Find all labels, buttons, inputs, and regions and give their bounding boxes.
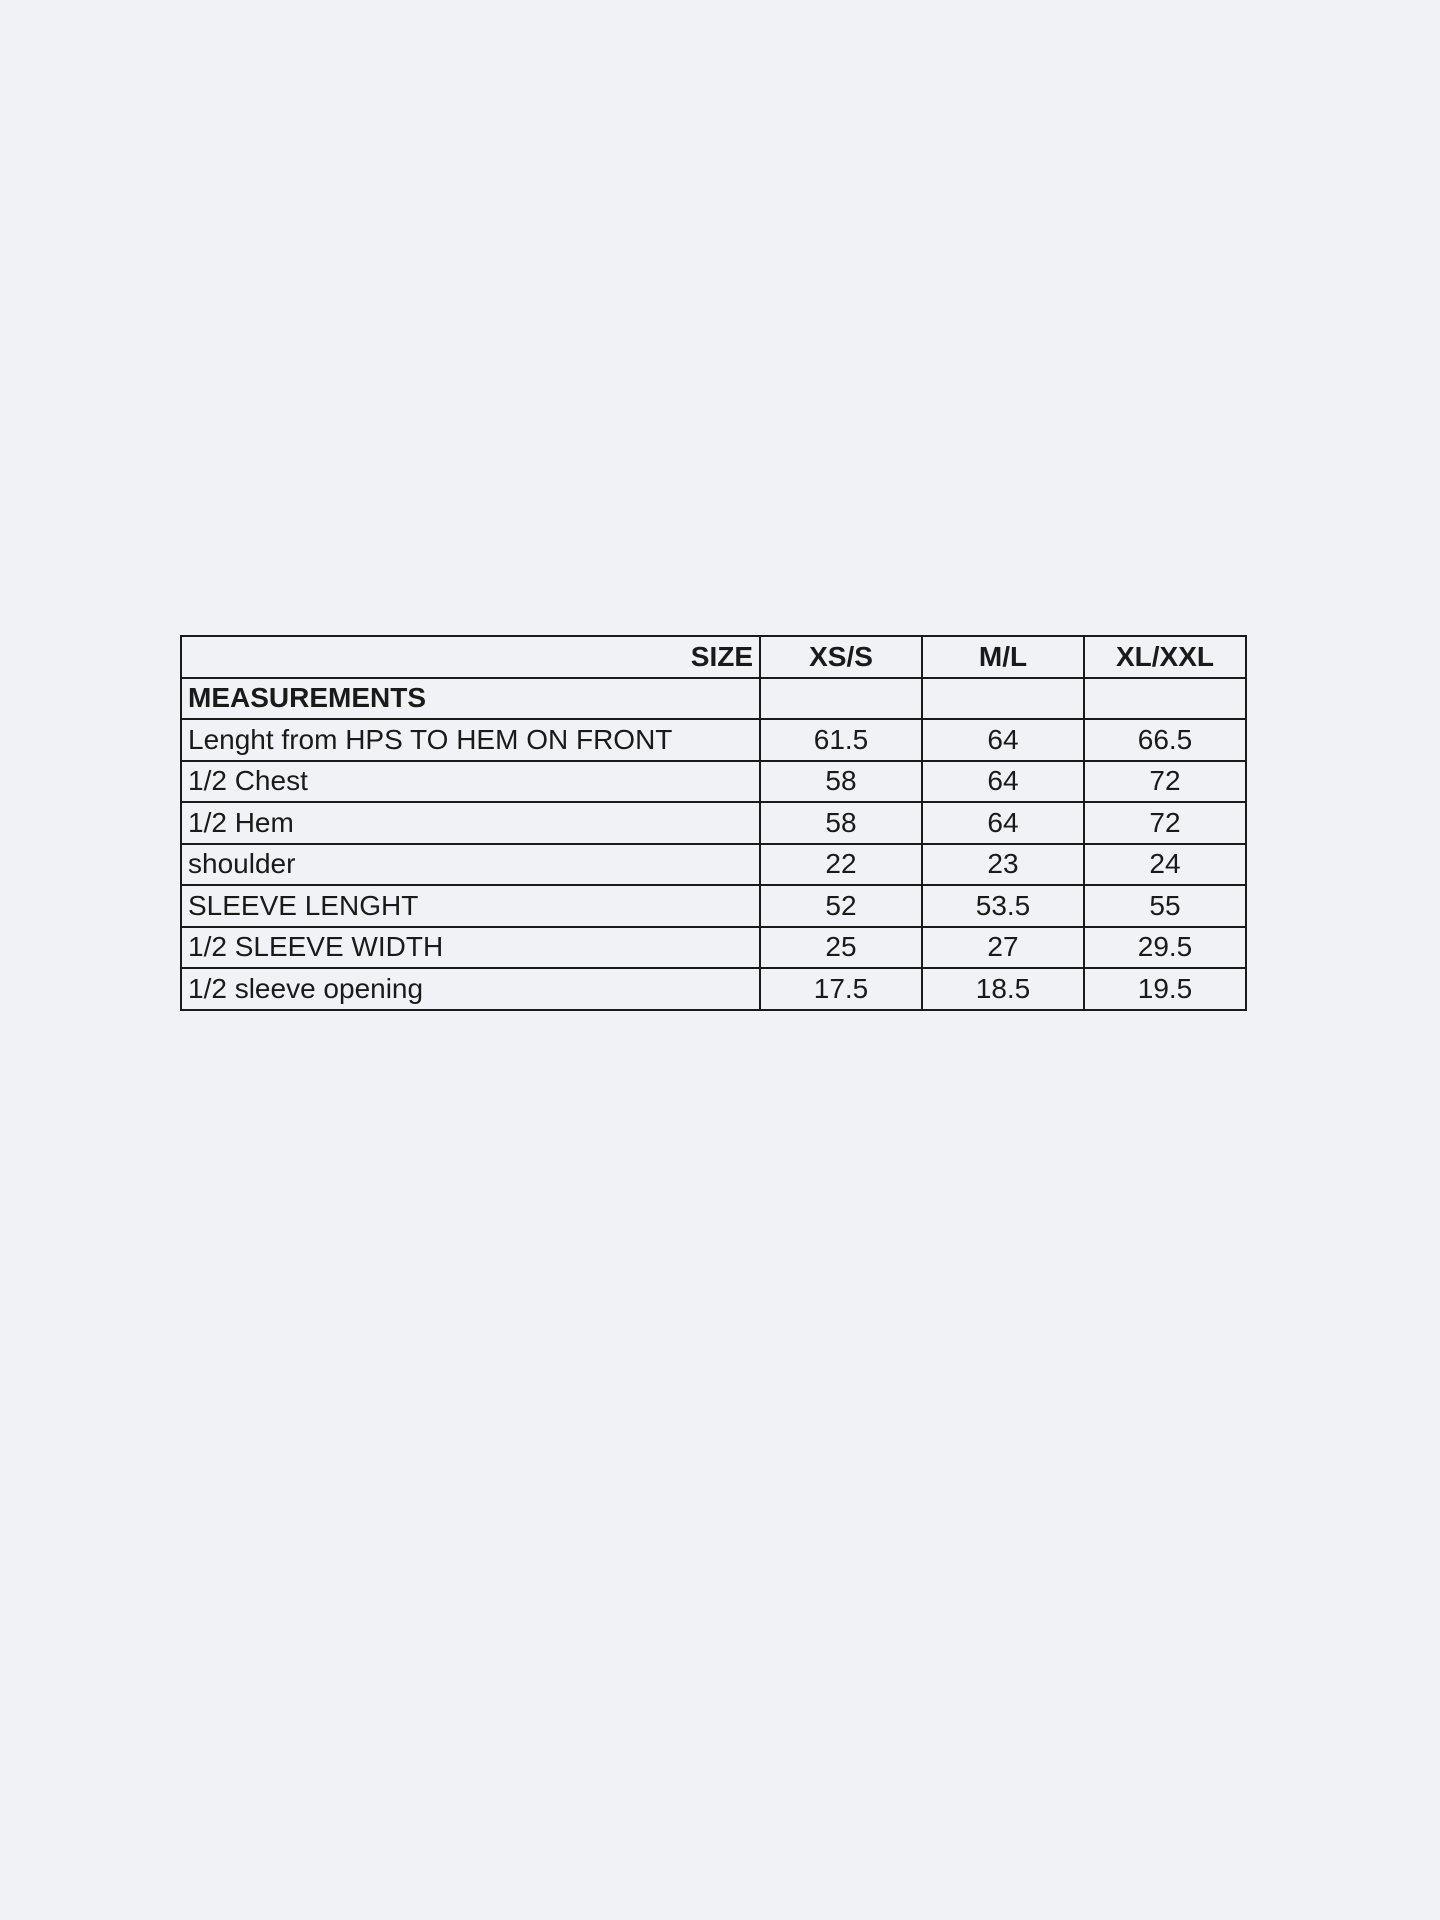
cell-value: 64 xyxy=(922,761,1084,803)
row-label: 1/2 Chest xyxy=(181,761,760,803)
cell-value: 52 xyxy=(760,885,922,927)
section-row xyxy=(181,678,1246,720)
cell-value: 58 xyxy=(760,761,922,803)
table-row xyxy=(181,927,1246,969)
row-label: 1/2 Hem xyxy=(181,802,760,844)
cell-value: 27 xyxy=(922,927,1084,969)
cell-value: 61.5 xyxy=(760,719,922,761)
row-label: SLEEVE LENGHT xyxy=(181,885,760,927)
cell-value: 64 xyxy=(922,802,1084,844)
size-chart-table xyxy=(180,635,1247,1011)
table-row xyxy=(181,844,1246,886)
empty-cell xyxy=(760,678,922,720)
cell-value: 18.5 xyxy=(922,968,1084,1010)
table-row xyxy=(181,885,1246,927)
cell-value: 55 xyxy=(1084,885,1246,927)
table-row xyxy=(181,719,1246,761)
cell-value: 17.5 xyxy=(760,968,922,1010)
cell-value: 25 xyxy=(760,927,922,969)
empty-cell xyxy=(922,678,1084,720)
table-row xyxy=(181,802,1246,844)
cell-value: 72 xyxy=(1084,761,1246,803)
cell-value: 29.5 xyxy=(1084,927,1246,969)
cell-value: 24 xyxy=(1084,844,1246,886)
row-label: 1/2 SLEEVE WIDTH xyxy=(181,927,760,969)
cell-value: 23 xyxy=(922,844,1084,886)
section-label: MEASUREMENTS xyxy=(181,678,760,720)
cell-value: 19.5 xyxy=(1084,968,1246,1010)
row-label: shoulder xyxy=(181,844,760,886)
size-column-xs-s: XS/S xyxy=(760,636,922,678)
row-label: 1/2 sleeve opening xyxy=(181,968,760,1010)
cell-value: 64 xyxy=(922,719,1084,761)
cell-value: 58 xyxy=(760,802,922,844)
table-row xyxy=(181,761,1246,803)
cell-value: 53.5 xyxy=(922,885,1084,927)
size-header-label: SIZE xyxy=(181,636,760,678)
size-column-xl-xxl: XL/XXL xyxy=(1084,636,1246,678)
size-column-m-l: M/L xyxy=(922,636,1084,678)
row-label: Lenght from HPS TO HEM ON FRONT xyxy=(181,719,760,761)
size-header-row xyxy=(181,636,1246,678)
table-row xyxy=(181,968,1246,1010)
empty-cell xyxy=(1084,678,1246,720)
cell-value: 72 xyxy=(1084,802,1246,844)
cell-value: 22 xyxy=(760,844,922,886)
cell-value: 66.5 xyxy=(1084,719,1246,761)
